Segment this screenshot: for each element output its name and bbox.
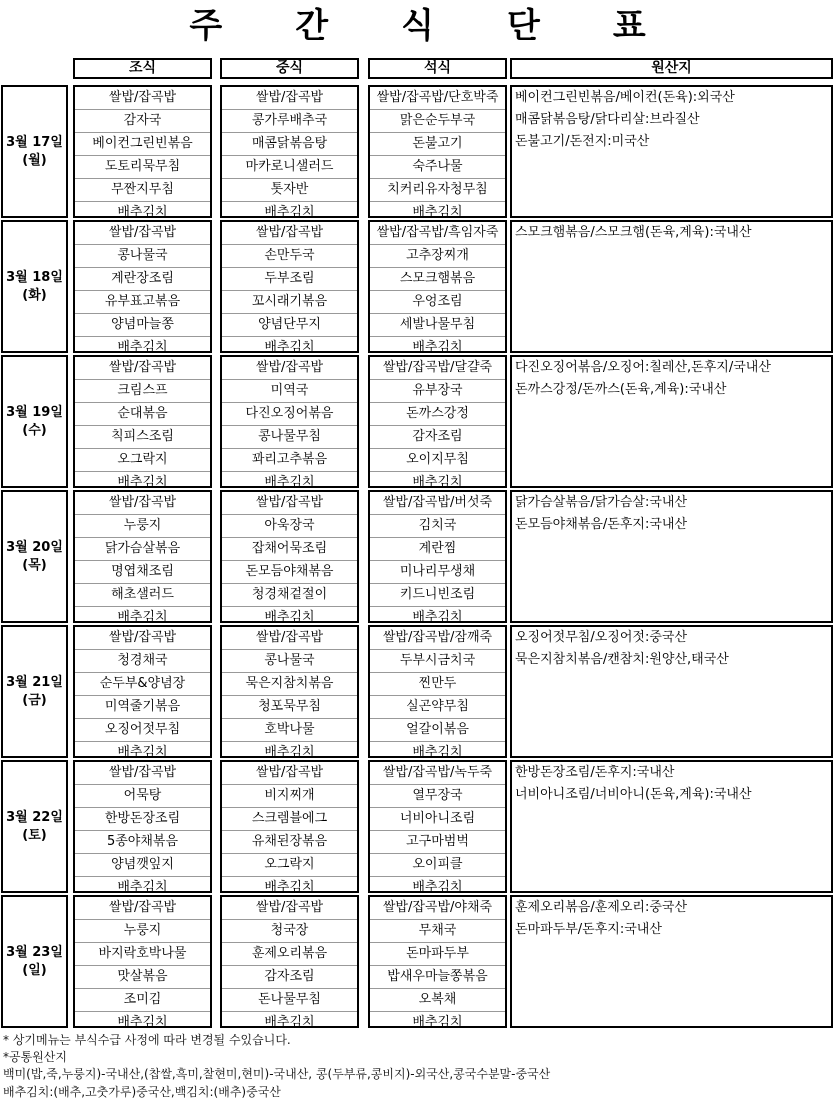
lunch-item: 마카로니샐러드 bbox=[222, 156, 357, 179]
origin-column bbox=[510, 760, 833, 893]
origin-item: 오징어젓무침/오징어젓:중국산 bbox=[515, 630, 688, 645]
dinner-column bbox=[368, 355, 507, 488]
dinner-item: 쌀밥/잡곡밥/녹두죽 bbox=[370, 762, 505, 785]
lunch-item: 쌀밥/잡곡밥 bbox=[222, 222, 357, 245]
origin-column bbox=[510, 220, 833, 353]
lunch-item: 유채된장볶음 bbox=[222, 831, 357, 854]
lunch-item: 아욱장국 bbox=[222, 515, 357, 538]
date-cell bbox=[1, 355, 68, 488]
weekday-text: (화) bbox=[22, 287, 47, 303]
lunch-item: 두부조림 bbox=[222, 268, 357, 291]
header-origin: 원산지 bbox=[510, 58, 833, 79]
breakfast-item: 배추김치 bbox=[117, 340, 168, 355]
origin-item: 돈마파두부/돈후지:국내산 bbox=[515, 922, 662, 937]
date-text: 3월 23일 bbox=[6, 944, 63, 960]
day-row bbox=[0, 355, 835, 488]
breakfast-item: 누룽지 bbox=[75, 920, 210, 943]
lunch-item: 오그락지 bbox=[222, 854, 357, 877]
lunch-item: 청국장 bbox=[222, 920, 357, 943]
breakfast-item: 한방돈장조림 bbox=[75, 808, 210, 831]
breakfast-item: 도토리묵무침 bbox=[75, 156, 210, 179]
lunch-item: 매콤닭볶음탕 bbox=[222, 133, 357, 156]
lunch-item: 배추김치 bbox=[264, 880, 315, 895]
day-row bbox=[0, 490, 835, 623]
dinner-item: 실곤약무침 bbox=[370, 696, 505, 719]
lunch-item: 배추김치 bbox=[264, 1015, 315, 1030]
lunch-item: 콩나물국 bbox=[222, 650, 357, 673]
dinner-item: 치커리유자청무침 bbox=[370, 179, 505, 202]
lunch-column bbox=[220, 895, 359, 1028]
footer-common-origin-label: *공통원산지 bbox=[3, 1050, 67, 1064]
weekday-text: (목) bbox=[22, 557, 47, 573]
origin-item: 매콤닭볶음탕/닭다리살:브라질산 bbox=[515, 112, 700, 127]
header-dinner: 석식 bbox=[368, 58, 507, 79]
breakfast-item: 오그락지 bbox=[75, 449, 210, 472]
dinner-item: 고추장찌개 bbox=[370, 245, 505, 268]
breakfast-item: 맛살볶음 bbox=[75, 966, 210, 989]
breakfast-column bbox=[73, 760, 212, 893]
breakfast-item: 미역줄기볶음 bbox=[75, 696, 210, 719]
breakfast-item: 양념마늘쫑 bbox=[75, 314, 210, 337]
dinner-item: 우엉조림 bbox=[370, 291, 505, 314]
date-cell bbox=[1, 85, 68, 218]
dinner-column bbox=[368, 895, 507, 1028]
breakfast-item: 배추김치 bbox=[117, 205, 168, 220]
dinner-item: 쌀밥/잡곡밥/버섯죽 bbox=[370, 492, 505, 515]
dinner-item: 쌀밥/잡곡밥/야채죽 bbox=[370, 897, 505, 920]
lunch-item: 쌀밥/잡곡밥 bbox=[222, 627, 357, 650]
dinner-item: 키드니빈조림 bbox=[370, 584, 505, 607]
lunch-item: 쌀밥/잡곡밥 bbox=[222, 357, 357, 380]
lunch-column bbox=[220, 625, 359, 758]
dinner-item: 쌀밥/잡곡밥/잠깨죽 bbox=[370, 627, 505, 650]
dinner-item: 스모크햄볶음 bbox=[370, 268, 505, 291]
lunch-item: 돈나물무침 bbox=[222, 989, 357, 1012]
dinner-item: 배추김치 bbox=[412, 205, 463, 220]
lunch-item: 배추김치 bbox=[264, 205, 315, 220]
dinner-item: 돈까스강정 bbox=[370, 403, 505, 426]
dinner-item: 무채국 bbox=[370, 920, 505, 943]
lunch-item: 다진오징어볶음 bbox=[222, 403, 357, 426]
breakfast-item: 해초샐러드 bbox=[75, 584, 210, 607]
weekday-text: (일) bbox=[22, 962, 47, 978]
footer-note: * 상기메뉴는 부식수급 사정에 따라 변경될 수있습니다. bbox=[3, 1033, 291, 1047]
dinner-item: 고구마범벅 bbox=[370, 831, 505, 854]
date-cell bbox=[1, 625, 68, 758]
breakfast-column bbox=[73, 355, 212, 488]
dinner-item: 쌀밥/잡곡밥/단호박죽 bbox=[370, 87, 505, 110]
lunch-item: 배추김치 bbox=[264, 340, 315, 355]
dinner-item: 배추김치 bbox=[412, 745, 463, 760]
lunch-item: 꼬시래기볶음 bbox=[222, 291, 357, 314]
lunch-item: 배추김치 bbox=[264, 475, 315, 490]
breakfast-item: 쌀밥/잡곡밥 bbox=[75, 762, 210, 785]
origin-column bbox=[510, 895, 833, 1028]
breakfast-item: 크림스프 bbox=[75, 380, 210, 403]
lunch-column bbox=[220, 355, 359, 488]
origin-item: 스모크햄볶음/스모크햄(돈육,계육):국내산 bbox=[515, 225, 752, 240]
breakfast-column bbox=[73, 85, 212, 218]
dinner-item: 배추김치 bbox=[412, 475, 463, 490]
breakfast-item: 배추김치 bbox=[117, 610, 168, 625]
page-title: 주 간 식 단 표 bbox=[189, 6, 677, 46]
breakfast-item: 배추김치 bbox=[117, 745, 168, 760]
lunch-item: 잡채어묵조림 bbox=[222, 538, 357, 561]
lunch-item: 쌀밥/잡곡밥 bbox=[222, 87, 357, 110]
dinner-item: 감자조림 bbox=[370, 426, 505, 449]
date-cell bbox=[1, 895, 68, 1028]
dinner-item: 계란찜 bbox=[370, 538, 505, 561]
breakfast-item: 쌀밥/잡곡밥 bbox=[75, 222, 210, 245]
date-cell bbox=[1, 220, 68, 353]
dinner-item: 돈불고기 bbox=[370, 133, 505, 156]
breakfast-item: 닭가슴살볶음 bbox=[75, 538, 210, 561]
breakfast-item: 유부표고볶음 bbox=[75, 291, 210, 314]
weekday-text: (금) bbox=[22, 692, 47, 708]
date-text: 3월 17일 bbox=[6, 134, 63, 150]
lunch-item: 양념단무지 bbox=[222, 314, 357, 337]
lunch-column bbox=[220, 220, 359, 353]
breakfast-item: 누룽지 bbox=[75, 515, 210, 538]
dinner-item: 배추김치 bbox=[412, 880, 463, 895]
breakfast-item: 배추김치 bbox=[117, 1015, 168, 1030]
lunch-item: 훈제오리볶음 bbox=[222, 943, 357, 966]
lunch-item: 비지찌개 bbox=[222, 785, 357, 808]
origin-column bbox=[510, 85, 833, 218]
day-row bbox=[0, 895, 835, 1028]
origin-column bbox=[510, 625, 833, 758]
lunch-item: 쌀밥/잡곡밥 bbox=[222, 762, 357, 785]
dinner-item: 열무장국 bbox=[370, 785, 505, 808]
date-cell bbox=[1, 490, 68, 623]
breakfast-item: 순대볶음 bbox=[75, 403, 210, 426]
date-text: 3월 18일 bbox=[6, 269, 63, 285]
dinner-item: 미나리무생채 bbox=[370, 561, 505, 584]
breakfast-item: 쌀밥/잡곡밥 bbox=[75, 627, 210, 650]
lunch-column bbox=[220, 85, 359, 218]
dinner-item: 쌀밥/잡곡밥/흑임자죽 bbox=[370, 222, 505, 245]
origin-item: 닭가슴살볶음/닭가슴살:국내산 bbox=[515, 495, 688, 510]
day-row bbox=[0, 625, 835, 758]
breakfast-item: 배추김치 bbox=[117, 880, 168, 895]
breakfast-item: 쌀밥/잡곡밥 bbox=[75, 87, 210, 110]
day-row bbox=[0, 85, 835, 218]
origin-item: 돈까스강정/돈까스(돈육,계육):국내산 bbox=[515, 382, 727, 397]
breakfast-item: 조미김 bbox=[75, 989, 210, 1012]
dinner-item: 찐만두 bbox=[370, 673, 505, 696]
date-text: 3월 19일 bbox=[6, 404, 63, 420]
origin-item: 다진오징어볶음/오징어:칠레산,돈후지/국내산 bbox=[515, 360, 771, 375]
date-text: 3월 22일 bbox=[6, 809, 63, 825]
breakfast-column bbox=[73, 490, 212, 623]
lunch-item: 톳자반 bbox=[222, 179, 357, 202]
dinner-item: 배추김치 bbox=[412, 1015, 463, 1030]
dinner-column bbox=[368, 85, 507, 218]
day-row bbox=[0, 220, 835, 353]
dinner-item: 김치국 bbox=[370, 515, 505, 538]
dinner-item: 얼갈이볶음 bbox=[370, 719, 505, 742]
dinner-column bbox=[368, 220, 507, 353]
dinner-item: 오복채 bbox=[370, 989, 505, 1012]
lunch-item: 콩가루배추국 bbox=[222, 110, 357, 133]
breakfast-item: 쌀밥/잡곡밥 bbox=[75, 897, 210, 920]
day-row bbox=[0, 760, 835, 893]
breakfast-item: 바지락호박나물 bbox=[75, 943, 210, 966]
origin-item: 훈제오리볶음/훈제오리:중국산 bbox=[515, 900, 688, 915]
lunch-column bbox=[220, 760, 359, 893]
lunch-item: 쌀밥/잡곡밥 bbox=[222, 897, 357, 920]
breakfast-item: 오징어젓무침 bbox=[75, 719, 210, 742]
footer-rice-origin: 백미(밥,죽,누룽지)-국내산,(찹쌀,흑미,찰현미,현미)-국내산, 콩(두부류,콩비지)-외국산,콩국수분말-중국산 bbox=[3, 1067, 551, 1081]
lunch-item: 배추김치 bbox=[264, 745, 315, 760]
lunch-item: 호박나물 bbox=[222, 719, 357, 742]
dinner-item: 두부시금치국 bbox=[370, 650, 505, 673]
weekday-text: (수) bbox=[22, 422, 47, 438]
footer-kimchi-origin: 배추김치:(배추,고춧가루)중국산,백김치:(배추)중국산 bbox=[3, 1085, 281, 1099]
lunch-item: 감자조림 bbox=[222, 966, 357, 989]
breakfast-item: 쌀밥/잡곡밥 bbox=[75, 357, 210, 380]
breakfast-column bbox=[73, 625, 212, 758]
breakfast-item: 무짠지무침 bbox=[75, 179, 210, 202]
lunch-item: 콩나물무침 bbox=[222, 426, 357, 449]
breakfast-item: 계란장조림 bbox=[75, 268, 210, 291]
dinner-item: 유부장국 bbox=[370, 380, 505, 403]
origin-item: 돈불고기/돈전지:미국산 bbox=[515, 134, 650, 149]
dinner-item: 배추김치 bbox=[412, 610, 463, 625]
dinner-item: 쌀밥/잡곡밥/달걀죽 bbox=[370, 357, 505, 380]
origin-column bbox=[510, 490, 833, 623]
lunch-item: 미역국 bbox=[222, 380, 357, 403]
weekday-text: (월) bbox=[22, 152, 47, 168]
lunch-column bbox=[220, 490, 359, 623]
lunch-item: 스크렘블에그 bbox=[222, 808, 357, 831]
lunch-item: 쌀밥/잡곡밥 bbox=[222, 492, 357, 515]
header-lunch: 중식 bbox=[220, 58, 359, 79]
origin-column bbox=[510, 355, 833, 488]
breakfast-item: 청경채국 bbox=[75, 650, 210, 673]
dinner-item: 배추김치 bbox=[412, 340, 463, 355]
breakfast-item: 순두부&양념장 bbox=[75, 673, 210, 696]
weekday-text: (토) bbox=[22, 827, 47, 843]
lunch-item: 손만두국 bbox=[222, 245, 357, 268]
breakfast-item: 배추김치 bbox=[117, 475, 168, 490]
dinner-item: 오이지무침 bbox=[370, 449, 505, 472]
lunch-item: 배추김치 bbox=[264, 610, 315, 625]
breakfast-item: 칙피스조림 bbox=[75, 426, 210, 449]
breakfast-item: 콩나물국 bbox=[75, 245, 210, 268]
lunch-item: 돈모듬야채볶음 bbox=[222, 561, 357, 584]
dinner-item: 세발나물무침 bbox=[370, 314, 505, 337]
date-text: 3월 20일 bbox=[6, 539, 63, 555]
breakfast-item: 어묵탕 bbox=[75, 785, 210, 808]
breakfast-column bbox=[73, 220, 212, 353]
breakfast-item: 쌀밥/잡곡밥 bbox=[75, 492, 210, 515]
dinner-column bbox=[368, 490, 507, 623]
origin-item: 너비아니조림/너비아니(돈육,계육):국내산 bbox=[515, 787, 752, 802]
breakfast-item: 베이컨그린빈볶음 bbox=[75, 133, 210, 156]
breakfast-column bbox=[73, 895, 212, 1028]
origin-item: 한방돈장조림/돈후지:국내산 bbox=[515, 765, 675, 780]
dinner-item: 너비아니조림 bbox=[370, 808, 505, 831]
origin-item: 베이컨그린빈볶음/베이컨(돈육):외국산 bbox=[515, 90, 735, 105]
date-cell bbox=[1, 760, 68, 893]
lunch-item: 청경채겉절이 bbox=[222, 584, 357, 607]
origin-item: 묵은지참치볶음/캔참치:원양산,태국산 bbox=[515, 652, 729, 667]
dinner-item: 오이피클 bbox=[370, 854, 505, 877]
dinner-item: 맑은순두부국 bbox=[370, 110, 505, 133]
dinner-item: 밥새우마늘쫑볶음 bbox=[370, 966, 505, 989]
origin-item: 돈모듬야채볶음/돈후지:국내산 bbox=[515, 517, 688, 532]
lunch-item: 청포묵무침 bbox=[222, 696, 357, 719]
header-breakfast: 조식 bbox=[73, 58, 212, 79]
breakfast-item: 양념깻잎지 bbox=[75, 854, 210, 877]
lunch-item: 꽈리고추볶음 bbox=[222, 449, 357, 472]
dinner-item: 돈마파두부 bbox=[370, 943, 505, 966]
lunch-item: 묵은지참치볶음 bbox=[222, 673, 357, 696]
breakfast-item: 감자국 bbox=[75, 110, 210, 133]
dinner-item: 숙주나물 bbox=[370, 156, 505, 179]
date-text: 3월 21일 bbox=[6, 674, 63, 690]
breakfast-item: 5종야채볶음 bbox=[75, 831, 210, 854]
dinner-column bbox=[368, 625, 507, 758]
dinner-column bbox=[368, 760, 507, 893]
breakfast-item: 명엽채조림 bbox=[75, 561, 210, 584]
